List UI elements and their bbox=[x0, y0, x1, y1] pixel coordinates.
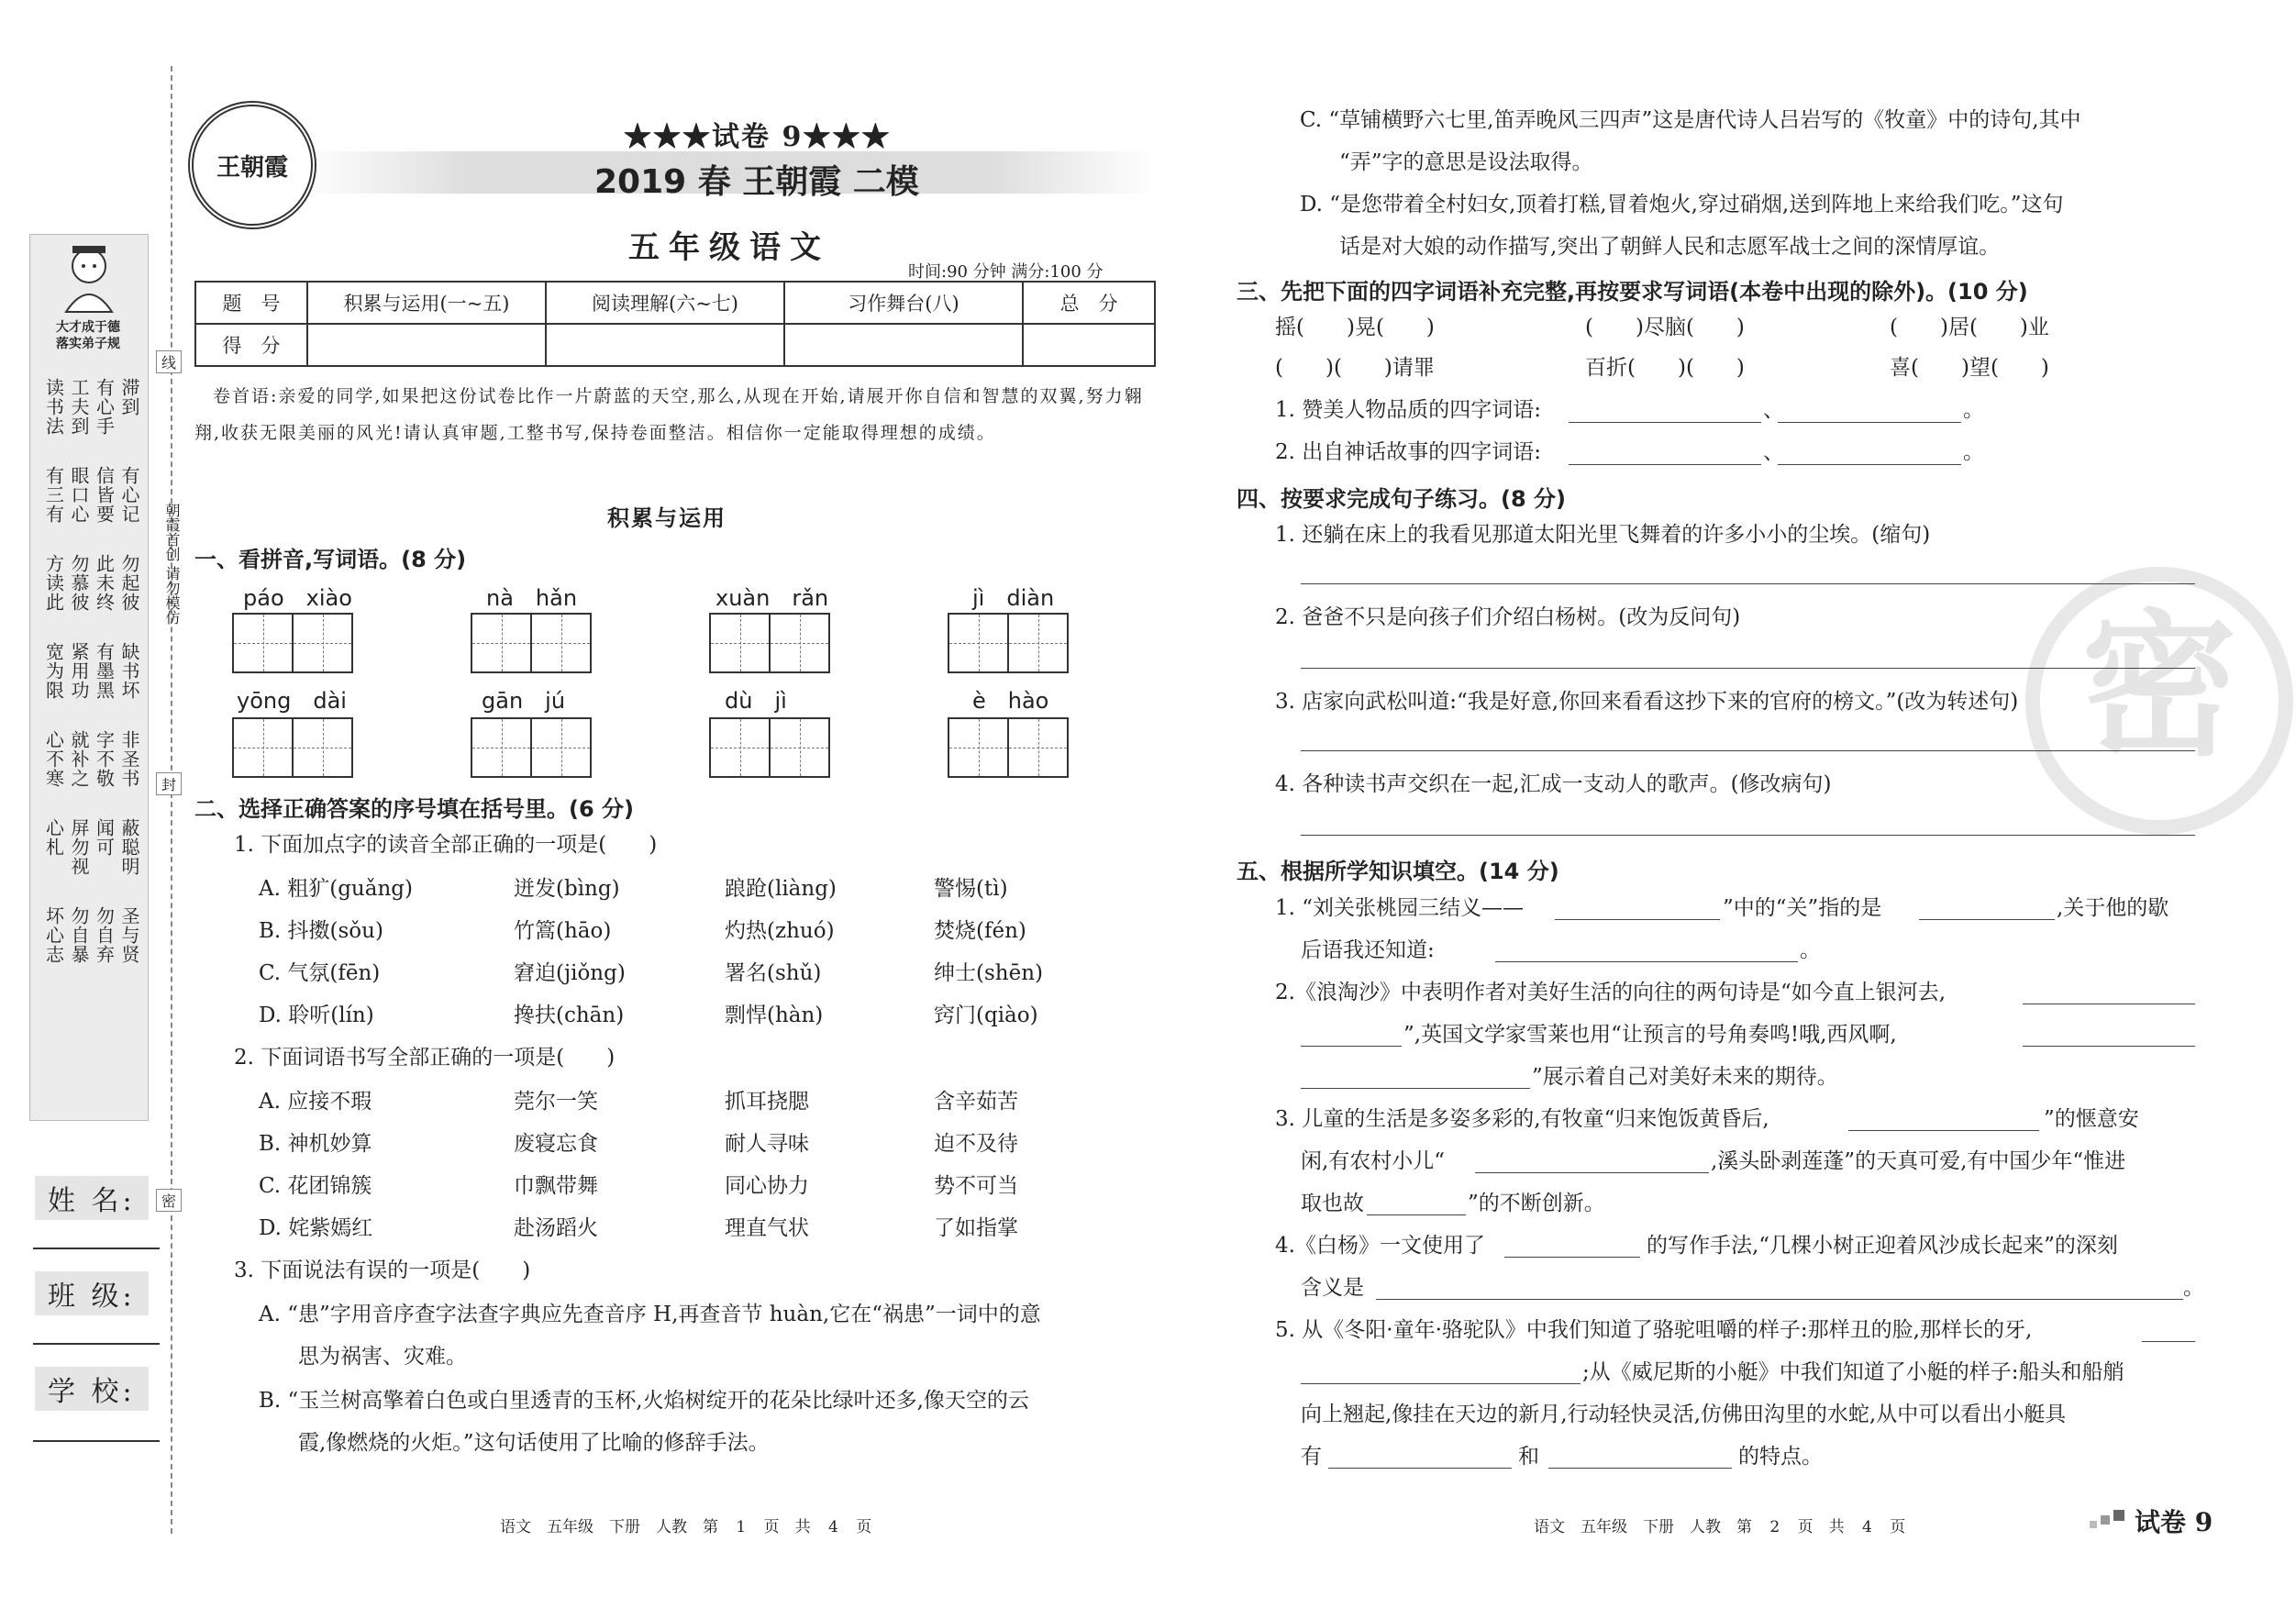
seal-mark-seal: 封 bbox=[156, 772, 182, 795]
school-field[interactable] bbox=[33, 1440, 160, 1442]
class-field[interactable] bbox=[33, 1343, 160, 1345]
seal-mark-line: 线 bbox=[156, 350, 182, 373]
option-item: D. 聆听(lín) bbox=[259, 1004, 374, 1027]
option-item: 了如指掌 bbox=[934, 1216, 1018, 1240]
q2-sub3-d-cont: 话是对大娘的动作描写,突出了朝鲜人民和志愿军战士之间的深情厚谊。 bbox=[1339, 235, 2001, 259]
answer-line[interactable] bbox=[1919, 919, 2055, 920]
answer-line[interactable] bbox=[1504, 1257, 1640, 1258]
char-cell[interactable] bbox=[1007, 613, 1069, 673]
q5-line: 后语我还知道: bbox=[1301, 938, 1435, 962]
q5-line: ”,英国文学家雪莱也用“让预言的号角奏鸣!哦,西风啊, bbox=[1403, 1023, 1897, 1047]
q3-idiom[interactable]: ( )( )请罪 bbox=[1275, 356, 1435, 380]
proverb-column: 就补之 bbox=[68, 730, 90, 788]
pinyin: nà hǎn bbox=[486, 585, 578, 611]
char-grid[interactable] bbox=[948, 717, 1067, 774]
char-cell[interactable] bbox=[530, 613, 592, 673]
q4-sub1: 1. 还躺在床上的我看见那道太阳光里飞舞着的许多小小的尘埃。(缩句) bbox=[1275, 523, 1931, 547]
q5-line: 3. 儿童的生活是多姿多彩的,有牧童“归来饱饭黄昏后, bbox=[1275, 1107, 1769, 1131]
q2-sub3-a-cont: 思为祸害、灾难。 bbox=[298, 1345, 467, 1369]
answer-line[interactable] bbox=[1301, 835, 2195, 836]
score-table-header-row bbox=[195, 282, 1155, 324]
q3-sub1: 1. 赞美人物品质的四字词语: bbox=[1275, 398, 1542, 422]
pinyin: páo xiào bbox=[243, 585, 352, 611]
q5-line: 有 bbox=[1301, 1445, 1322, 1469]
proverb-column: 勿慕彼 bbox=[68, 554, 90, 612]
answer-line[interactable] bbox=[1376, 1299, 2183, 1300]
q5-line: 向上翘起,像挂在天边的新月,行动轻快灵活,仿佛田沟里的水蛇,从中可以看出小艇具 bbox=[1301, 1403, 2067, 1426]
time-info: 时间:90 分钟 满分:100 分 bbox=[908, 262, 1104, 282]
option-item: 同心协力 bbox=[725, 1174, 809, 1198]
option-item: C. 气氛(fēn) bbox=[259, 961, 381, 985]
motto-line1: 大才成于德 bbox=[56, 320, 120, 335]
q5-line: ,溪头卧剥莲蓬”的天真可爱,有中国少年“惟进 bbox=[1711, 1149, 2126, 1173]
score-row-label: 得 分 bbox=[195, 324, 307, 366]
q3-idiom[interactable]: ( )居( )业 bbox=[1890, 316, 2049, 339]
char-cell[interactable] bbox=[232, 717, 294, 778]
proverb-column: 圣与贤 bbox=[118, 906, 140, 964]
char-cell[interactable] bbox=[948, 717, 1009, 778]
school-label: 学 校: bbox=[35, 1367, 149, 1411]
option-item: 警惕(tì) bbox=[934, 877, 1008, 901]
q3-idiom[interactable]: 喜( )望( ) bbox=[1890, 356, 2049, 380]
footer-right: 语文 五年级 下册 人教 第 2 页 共 4 页 bbox=[1534, 1518, 1906, 1536]
sidebar-proverbs bbox=[39, 378, 139, 991]
proverb-column: 读书法 bbox=[42, 378, 65, 436]
option-item: 灼热(zhuó) bbox=[725, 919, 835, 943]
option-item: 废寝忘食 bbox=[514, 1132, 598, 1156]
answer-line[interactable] bbox=[1778, 422, 1961, 423]
proverb-column: 心札 bbox=[42, 818, 65, 857]
q2-sub3-b: B. “玉兰树高擎着白色或白里透青的玉杯,火焰树绽开的花朵比绿叶还多,像天空的云 bbox=[259, 1389, 1029, 1413]
subject-title: 五年级语文 bbox=[628, 229, 830, 266]
pinyin: è hào bbox=[972, 688, 1049, 714]
option-item: 署名(shǔ) bbox=[725, 961, 822, 985]
q5-line: ”的不断创新。 bbox=[1468, 1192, 1605, 1215]
proverb-column: 滞到 bbox=[118, 378, 140, 416]
answer-line[interactable] bbox=[1555, 919, 1720, 920]
score-header: 积累与运用(一~五) bbox=[307, 282, 546, 324]
q3-idiom[interactable]: ( )尽脑( ) bbox=[1585, 316, 1745, 339]
answer-line[interactable] bbox=[1301, 750, 2195, 751]
pinyin: jì diàn bbox=[972, 585, 1055, 611]
score-header: 总 分 bbox=[1023, 282, 1155, 324]
char-cell[interactable] bbox=[1007, 717, 1069, 778]
q5-line: 含义是 bbox=[1301, 1276, 1364, 1300]
q2-sub2: 2. 下面词语书写全部正确的一项是( ) bbox=[234, 1046, 616, 1070]
char-grid[interactable] bbox=[232, 613, 351, 670]
char-grid[interactable] bbox=[471, 613, 590, 670]
motto-line2: 落实弟子规 bbox=[56, 337, 120, 351]
q5-line: 5. 从《冬阳·童年·骆驼队》中我们知道了骆驼咀嚼的样子:那样丑的脸,那样长的牙, bbox=[1275, 1318, 2033, 1342]
q5-line: ,关于他的歇 bbox=[2057, 896, 2169, 920]
q4-sub4: 4. 各种读书声交织在一起,汇成一支动人的歌声。(修改病句) bbox=[1275, 772, 1832, 796]
score-cell[interactable] bbox=[546, 324, 784, 366]
proverb-column: 勿自暴 bbox=[68, 906, 90, 964]
score-table-row bbox=[195, 324, 1155, 366]
option-item: 迸发(bìng) bbox=[514, 877, 620, 901]
answer-line[interactable] bbox=[1301, 1088, 1530, 1089]
char-grid[interactable] bbox=[471, 717, 590, 774]
q5-line: 闲,有农村小儿“ bbox=[1301, 1149, 1446, 1173]
q5-title: 五、根据所学知识填空。(14 分) bbox=[1237, 859, 1559, 884]
intro-paragraph: 卷首语:亲爱的同学,如果把这份试卷比作一片蔚蓝的天空,那么,从现在开始,请展开你自信和智慧的双翼,努力翱翔,收获无限美丽的风光!请认真审题,工整书写,保持卷面整洁。相信你一定能取得理想的成绩。 bbox=[194, 386, 1144, 443]
q2-title: 二、选择正确答案的序号填在括号里。(6 分) bbox=[194, 796, 634, 822]
pinyin: dù jì bbox=[725, 688, 787, 714]
q2-sub3-c-cont: “弄”字的意思是设法取得。 bbox=[1339, 150, 1593, 174]
option-item: 含辛茹苦 bbox=[934, 1090, 1018, 1114]
period: 。 bbox=[1963, 440, 1984, 464]
char-cell[interactable] bbox=[292, 717, 353, 778]
option-item: 势不可当 bbox=[934, 1174, 1018, 1198]
name-field[interactable] bbox=[33, 1248, 160, 1249]
logo-text: 王朝霞 bbox=[216, 153, 288, 182]
q5-line: 的特点。 bbox=[1738, 1445, 1823, 1469]
q5-line: 1. “刘关张桃园三结义—— bbox=[1275, 896, 1525, 920]
option-item: C. 花团锦簇 bbox=[259, 1174, 372, 1198]
q5-line: ;从《威尼斯的小艇》中我们知道了小艇的样子:船头和船艄 bbox=[1582, 1360, 2124, 1384]
char-cell[interactable] bbox=[232, 613, 294, 673]
q5-line: 2.《浪淘沙》中表明作者对美好生活的向往的两句诗是“如今直上银河去, bbox=[1275, 981, 1947, 1004]
option-item: 绅士(shēn) bbox=[934, 961, 1043, 985]
option-item: 剽悍(hàn) bbox=[725, 1004, 824, 1027]
score-header: 习作舞台(八) bbox=[784, 282, 1023, 324]
q4-sub3: 3. 店家向武松叫道:“我是好意,你回来看看这抄下来的官府的榜文。”(改为转述句) bbox=[1275, 690, 2019, 714]
answer-line[interactable] bbox=[1301, 1046, 1402, 1047]
pinyin: xuàn rǎn bbox=[715, 585, 829, 611]
answer-line[interactable] bbox=[1301, 1383, 1581, 1384]
proverb-column: 宽为限 bbox=[42, 642, 65, 700]
answer-line[interactable] bbox=[1569, 464, 1761, 465]
q4-title: 四、按要求完成句子练习。(8 分) bbox=[1237, 486, 1566, 512]
q2-sub3-d: D. “是您带着全村妇女,顶着打糕,冒着炮火,穿过硝烟,送到阵地上来给我们吃。”这句 bbox=[1300, 193, 2064, 216]
q5-line: ”中的“关”指的是 bbox=[1723, 896, 1882, 920]
proverb-column: 工夫到 bbox=[68, 378, 90, 436]
option-item: 焚烧(fén) bbox=[934, 919, 1026, 943]
option-item: 莞尔一笑 bbox=[514, 1090, 598, 1114]
proverb-column: 勿自弃 bbox=[93, 906, 116, 964]
score-header: 阅读理解(六~七) bbox=[546, 282, 784, 324]
answer-line[interactable] bbox=[1301, 583, 2195, 584]
option-item: 巾飘带舞 bbox=[514, 1174, 598, 1198]
proverb-column: 心不寒 bbox=[42, 730, 65, 788]
q5-line: 和 bbox=[1518, 1445, 1539, 1469]
separator: 、 bbox=[1763, 440, 1784, 464]
char-cell[interactable] bbox=[709, 717, 771, 778]
scholar-figure-icon bbox=[48, 240, 130, 314]
answer-line[interactable] bbox=[1548, 1468, 1732, 1469]
brand-logo bbox=[188, 101, 316, 229]
binding-line bbox=[171, 66, 172, 1534]
proverb-column: 屏勿视 bbox=[68, 818, 90, 876]
answer-line[interactable] bbox=[1301, 668, 2195, 669]
option-item: B. 神机妙算 bbox=[259, 1132, 372, 1156]
char-grid[interactable] bbox=[709, 717, 828, 774]
q2-sub3-c: C. “草铺横野六七里,笛弄晚风三四声”这是唐代诗人吕岩写的《牧童》中的诗句,其中 bbox=[1300, 108, 2081, 132]
score-table bbox=[194, 281, 1156, 367]
name-label: 姓 名: bbox=[35, 1176, 149, 1220]
proverb-column: 有心手 bbox=[93, 378, 116, 436]
pinyin: yōng dài bbox=[237, 688, 347, 714]
proverb-column: 有墨黑 bbox=[93, 642, 116, 700]
q5-line: ”的惬意安 bbox=[2044, 1107, 2139, 1131]
proverb-column: 有三有 bbox=[42, 466, 65, 524]
option-item: 踉跄(liàng) bbox=[725, 877, 837, 901]
proverb-column: 信皆要 bbox=[93, 466, 116, 524]
option-item: 窍门(qiào) bbox=[934, 1004, 1038, 1027]
score-cell[interactable] bbox=[784, 324, 1023, 366]
option-item: 赴汤蹈火 bbox=[514, 1216, 598, 1240]
char-grid[interactable] bbox=[709, 613, 828, 670]
option-item: 抓耳挠腮 bbox=[725, 1090, 809, 1114]
proverb-column: 坏心志 bbox=[42, 906, 65, 964]
proverb-column: 闻可 bbox=[93, 818, 116, 857]
score-header: 题 号 bbox=[195, 282, 307, 324]
exam-title: 2019 春 王朝霞 二模 bbox=[594, 163, 919, 201]
proverb-column: 方读此 bbox=[42, 554, 65, 612]
answer-line[interactable] bbox=[1569, 422, 1761, 423]
q3-sub2: 2. 出自神话故事的四字词语: bbox=[1275, 440, 1542, 464]
q1-title: 一、看拼音,写词语。(8 分) bbox=[194, 547, 467, 572]
q3-idiom[interactable]: 百折( )( ) bbox=[1585, 356, 1745, 380]
q2-sub1: 1. 下面加点字的读音全部正确的一项是( ) bbox=[234, 833, 658, 857]
proverb-column: 勿起彼 bbox=[118, 554, 140, 612]
char-grid[interactable] bbox=[232, 717, 351, 774]
q2-sub3-a: A. “患”字用音序查字法查字典应先查音序 H,再查音节 huàn,它在“祸患”一词中的意 bbox=[259, 1303, 1041, 1326]
char-cell[interactable] bbox=[709, 613, 771, 673]
proverb-column: 字不敬 bbox=[93, 730, 116, 788]
separator: 、 bbox=[1763, 398, 1784, 422]
section-title: 积累与运用 bbox=[607, 505, 727, 531]
answer-line[interactable] bbox=[1848, 1130, 2039, 1131]
answer-line[interactable] bbox=[1328, 1468, 1512, 1469]
paper-number: ★★★试卷 9★★★ bbox=[624, 121, 892, 153]
answer-line[interactable] bbox=[2023, 1046, 2195, 1047]
option-item: 迫不及待 bbox=[934, 1132, 1018, 1156]
score-cell[interactable] bbox=[307, 324, 546, 366]
q3-title: 三、先把下面的四字词语补充完整,再按要求写词语(本卷中出现的除外)。(10 分) bbox=[1237, 279, 2028, 305]
seal-mark-secret: 密 bbox=[156, 1189, 182, 1212]
period: 。 bbox=[1800, 938, 1821, 962]
option-item: A. 应接不瑕 bbox=[259, 1090, 372, 1114]
period: 。 bbox=[1963, 398, 1984, 422]
seal-watermark: 密 bbox=[2025, 567, 2293, 835]
corner-label: 试卷 9 bbox=[2135, 1507, 2213, 1537]
answer-line[interactable] bbox=[1475, 1172, 1709, 1173]
q2-sub3-b-cont: 霞,像燃烧的火炬。”这句话使用了比喻的修辞手法。 bbox=[298, 1431, 770, 1455]
option-item: 耐人寻味 bbox=[725, 1132, 809, 1156]
q2-sub3: 3. 下面说法有误的一项是( ) bbox=[234, 1259, 531, 1282]
q3-idiom[interactable]: 摇( )晃( ) bbox=[1275, 316, 1435, 339]
q5-line: 取也故 bbox=[1301, 1192, 1364, 1215]
char-cell[interactable] bbox=[471, 613, 532, 673]
option-item: A. 粗犷(guǎng) bbox=[259, 877, 413, 901]
corner-squares-icon bbox=[2090, 1508, 2126, 1530]
proverb-column: 蔽聪明 bbox=[118, 818, 140, 876]
char-cell[interactable] bbox=[769, 613, 830, 673]
q5-line: ”展示着自己对美好未来的期待。 bbox=[1532, 1065, 1838, 1089]
q4-sub2: 2. 爸爸不只是向孩子们介绍白杨树。(改为反问句) bbox=[1275, 605, 1741, 629]
side-note: 朝霞首创 请勿模仿 bbox=[163, 503, 181, 626]
proverb-column: 非圣书 bbox=[118, 730, 140, 788]
answer-line[interactable] bbox=[1367, 1214, 1466, 1215]
option-item: 理直气状 bbox=[725, 1216, 809, 1240]
pinyin: gān jú bbox=[482, 688, 566, 714]
sidebar-motto bbox=[35, 319, 141, 352]
char-cell[interactable] bbox=[292, 613, 353, 673]
char-cell[interactable] bbox=[948, 613, 1009, 673]
proverb-column: 此未终 bbox=[93, 554, 116, 612]
char-cell[interactable] bbox=[769, 717, 830, 778]
proverb-column: 有心记 bbox=[118, 466, 140, 524]
option-item: 竹篙(hāo) bbox=[514, 919, 612, 943]
char-grid[interactable] bbox=[948, 613, 1067, 670]
proverb-column: 缺书坏 bbox=[118, 642, 140, 700]
option-item: D. 姹紫嫣红 bbox=[259, 1216, 373, 1240]
option-item: 搀扶(chān) bbox=[514, 1004, 625, 1027]
answer-line[interactable] bbox=[1495, 961, 1798, 962]
option-item: 窘迫(jiǒng) bbox=[514, 961, 626, 985]
proverb-column: 紧用功 bbox=[68, 642, 90, 700]
period: 。 bbox=[2183, 1276, 2204, 1300]
answer-line[interactable] bbox=[1778, 464, 1961, 465]
proverb-column: 眼口心 bbox=[68, 466, 90, 524]
char-cell[interactable] bbox=[471, 717, 532, 778]
score-cell[interactable] bbox=[1023, 324, 1155, 366]
q5-line: 4.《白杨》一文使用了 bbox=[1275, 1234, 1485, 1258]
option-item: B. 抖擞(sǒu) bbox=[259, 919, 383, 943]
char-cell[interactable] bbox=[530, 717, 592, 778]
q5-line: 的写作手法,“几棵小树正迎着风沙成长起来”的深刻 bbox=[1647, 1234, 2118, 1258]
footer-left: 语文 五年级 下册 人教 第 1 页 共 4 页 bbox=[500, 1518, 872, 1536]
class-label: 班 级: bbox=[35, 1271, 149, 1315]
answer-line[interactable] bbox=[2142, 1341, 2195, 1342]
